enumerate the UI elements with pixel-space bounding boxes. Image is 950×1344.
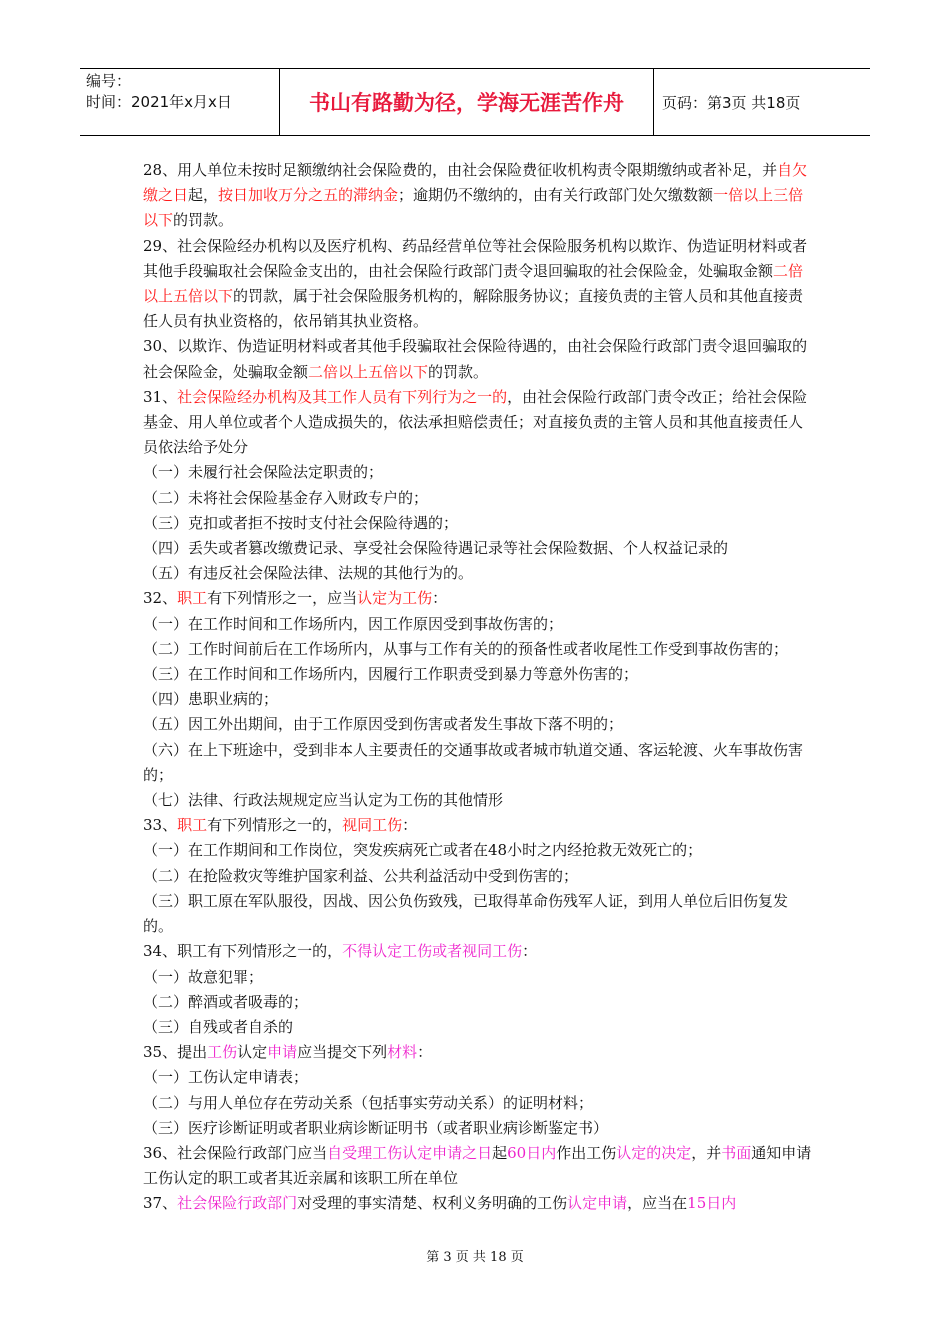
paragraph: [143, 586, 813, 611]
text-segment: 有下列情形之一，应当: [207, 589, 358, 608]
document-body: [143, 158, 813, 1217]
paragraph: [143, 687, 813, 712]
text-segment: （五）有违反社会保险法律、法规的其他行为的。: [143, 564, 474, 583]
text-segment: 32、: [143, 589, 178, 608]
paragraph: [143, 1116, 813, 1141]
text-segment: （二）在抢险救灾等维护国家利益、公共利益活动中受到伤害的；: [143, 866, 579, 885]
text-segment: 33、: [143, 816, 178, 835]
highlighted-text: 二倍以上五倍以下: [143, 261, 804, 306]
paragraph: [143, 1091, 813, 1116]
highlighted-text: 自欠缴之日: [143, 161, 808, 205]
highlighted-text: 不得认定工伤或者视同工伤: [342, 942, 523, 961]
highlighted-text: 60日内: [507, 1143, 557, 1162]
text-segment: （二）与用人单位存在劳动关系（包括事实劳动关系）的证明材料；: [143, 1093, 594, 1112]
text-segment: （三）克扣或者拒不按时支付社会保险待遇的；: [143, 513, 459, 532]
text-segment: 起，: [188, 186, 219, 205]
text-segment: （一）在工作时间和工作场所内，因工作原因受到事故伤害的；: [143, 614, 564, 633]
paragraph: [143, 158, 813, 234]
text-segment: （一）未履行社会保险法定职责的；: [143, 463, 384, 482]
paragraph: [143, 637, 813, 662]
paragraph: [143, 1015, 813, 1040]
highlighted-text: 自受理工伤认定申请之日: [327, 1143, 493, 1162]
paragraph: [143, 838, 813, 863]
text-segment: （三）在工作时间和工作场所内，因履行工作职责受到暴力等意外伤害的；: [143, 665, 639, 684]
header-motto: 书山有路勤为径，学海无涯苦作舟: [280, 69, 654, 135]
text-segment: ；逾期仍不缴纳的，由有关行政部门处欠缴数额: [398, 186, 714, 205]
text-segment: （三）医疗诊断证明或者职业病诊断证明书（或者职业病诊断鉴定书）: [143, 1118, 609, 1137]
highlighted-text: 认定申请: [567, 1194, 628, 1213]
text-segment: ：: [417, 1043, 433, 1062]
page-header: [80, 68, 870, 136]
document-number-label: 编号：: [86, 72, 132, 90]
paragraph: [143, 662, 813, 687]
paragraph: [143, 486, 813, 511]
paragraph: [143, 561, 813, 586]
paragraph: [143, 511, 813, 536]
highlighted-text: 认定的决定: [616, 1143, 692, 1162]
text-segment: 通知申请工伤认定的职工或者其近亲属和该职工所在单位: [143, 1143, 812, 1188]
text-segment: ，并: [691, 1143, 722, 1162]
paragraph: [143, 712, 813, 737]
text-segment: （四）丢失或者篡改缴费记录、享受社会保险待遇记录等社会保险数据、个人权益记录的: [143, 539, 729, 558]
text-segment: ：: [432, 589, 448, 608]
text-segment: 34、职工有下列情形之一的，: [143, 942, 343, 961]
highlighted-text: 职工: [177, 589, 208, 608]
text-segment: （一）工伤认定申请表；: [143, 1068, 309, 1087]
text-segment: （五）因工外出期间，由于工作原因受到伤害或者发生事故下落不明的；: [143, 715, 624, 734]
paragraph: [143, 385, 813, 461]
text-segment: ：: [402, 816, 418, 835]
text-segment: （三）自残或者自杀的: [143, 1017, 294, 1036]
text-segment: （四）患职业病的；: [143, 690, 279, 709]
highlighted-text: 视同工伤: [342, 816, 403, 835]
highlighted-text: 社会保险行政部门: [177, 1194, 298, 1213]
highlighted-text: 职工: [177, 816, 208, 835]
highlighted-text: 社会保险经办机构及其工作人员有下列行为之一的: [177, 387, 508, 406]
text-segment: 37、: [143, 1194, 178, 1213]
header-meta: [80, 69, 280, 135]
highlighted-text: 按日加收万分之五的滞纳金: [218, 186, 399, 205]
highlighted-text: 申请: [267, 1043, 298, 1062]
paragraph: [143, 990, 813, 1015]
paragraph: [143, 460, 813, 485]
text-segment: 28、用人单位未按时足额缴纳社会保险费的，由社会保险费征收机构责令限期缴纳或者补足，并: [143, 161, 778, 179]
text-segment: （三）职工原在军队服役，因战、因公负伤致残，已取得革命伤残军人证，到用人单位后旧伤复发的。: [143, 891, 789, 936]
text-segment: 有下列情形之一的，: [207, 816, 343, 835]
highlighted-text: 材料: [387, 1043, 418, 1062]
text-segment: 作出工伤: [556, 1143, 617, 1162]
text-segment: （二）未将社会保险基金存入财政专户的；: [143, 488, 429, 507]
highlighted-text: 二倍以上五倍以下: [308, 362, 429, 381]
text-segment: 的罚款。: [428, 362, 489, 381]
text-segment: 30、以欺诈、伪造证明材料或者其他手段骗取社会保险待遇的，由社会保险行政部门责令退回骗取的社会保险金，处骗取金额: [143, 337, 808, 381]
paragraph: [143, 965, 813, 990]
highlighted-text: 工伤: [207, 1043, 238, 1062]
text-segment: 对受理的事实清楚、权利义务明确的工伤: [297, 1194, 568, 1213]
text-segment: （一）故意犯罪；: [143, 967, 264, 986]
highlighted-text: 15日内: [687, 1194, 737, 1213]
paragraph: [143, 738, 813, 788]
paragraph: [143, 788, 813, 813]
paragraph: [143, 939, 813, 964]
text-segment: ：: [522, 942, 538, 961]
text-segment: 36、社会保险行政部门应当: [143, 1143, 328, 1162]
paragraph: [143, 334, 813, 384]
page-footer: 第 3 页 共 18 页: [426, 1250, 524, 1265]
paragraph: [143, 536, 813, 561]
text-segment: 的罚款，属于社会保险服务机构的，解除服务协议；直接负责的主管人员和其他直接责任人员有执业资格的，依吊销其执业资格。: [143, 287, 804, 331]
text-segment: （七）法律、行政法规规定应当认定为工伤的其他情形: [143, 791, 504, 810]
highlighted-text: 认定为工伤: [357, 589, 433, 608]
text-segment: （六）在上下班途中，受到非本人主要责任的交通事故或者城市轨道交通、客运轮渡、火车事故伤害的；: [143, 740, 804, 784]
paragraph: [143, 864, 813, 889]
paragraph: [143, 1065, 813, 1090]
paragraph: [143, 1040, 813, 1065]
paragraph: [143, 1141, 813, 1191]
text-segment: 31、: [143, 387, 178, 406]
document-date: 时间：2021年x月x日: [86, 93, 232, 111]
text-segment: 起: [492, 1143, 508, 1162]
text-segment: 35、提出: [143, 1043, 208, 1062]
header-page-number: 页码：第3页 共18页: [662, 93, 801, 112]
text-segment: （二）醉酒或者吸毒的；: [143, 992, 309, 1011]
text-segment: ，应当在: [627, 1194, 688, 1213]
paragraph: [143, 813, 813, 838]
text-segment: 的罚款。: [173, 211, 234, 230]
text-segment: 29、社会保险经办机构以及医疗机构、药品经营单位等社会保险服务机构以欺诈、伪造证明材料或者其他手段骗取社会保险金支出的，由社会保险行政部门责令退回骗取的社会保险金，处骗取金额: [143, 236, 808, 280]
text-segment: 认定: [237, 1043, 268, 1062]
text-segment: （二）工作时间前后在工作场所内，从事与工作有关的的预备性或者收尾性工作受到事故伤害的；: [143, 639, 789, 658]
text-segment: （一）在工作期间和工作岗位，突发疾病死亡或者在48小时之内经抢救无效死亡的；: [143, 841, 703, 860]
text-segment: ，由社会保险行政部门责令改正；给社会保险基金、用人单位或者个人造成损失的，依法承担赔偿责任；对直接负责的主管人员和其他直接责任人员依法给予处分: [143, 387, 808, 457]
paragraph: [143, 1191, 813, 1216]
text-segment: 应当提交下列: [297, 1043, 388, 1062]
paragraph: [143, 889, 813, 939]
highlighted-text: 一倍以上三倍以下: [143, 186, 804, 230]
paragraph: [143, 612, 813, 637]
highlighted-text: 书面: [721, 1143, 752, 1162]
paragraph: [143, 234, 813, 335]
